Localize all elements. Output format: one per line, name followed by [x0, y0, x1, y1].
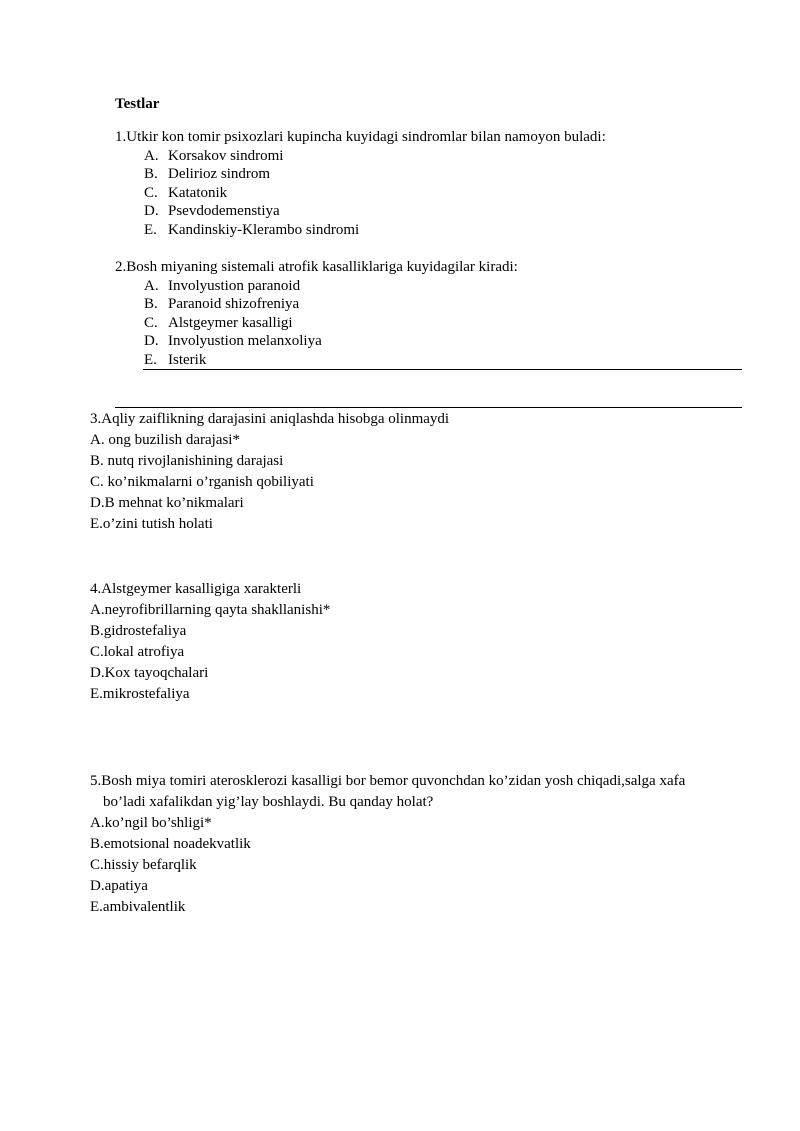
question-2-option-d: D. Involyustion melanxoliya [144, 333, 322, 349]
question-3-option-c: C. ko’nikmalarni o’rganish qobiliyati [90, 474, 314, 490]
question-5-option-e: E.ambivalentlik [90, 899, 186, 915]
question-5-option-c: C.hissiy befarqlik [90, 857, 197, 873]
question-3 [90, 409, 449, 535]
question-1-option-d: D. Psevdodemenstiya [144, 203, 280, 219]
question-4-option-b: B.gidrostefaliya [90, 623, 187, 639]
question-3-option-d: D.B mehnat ko’nikmalari [90, 495, 244, 511]
divider-line [143, 369, 742, 370]
document-title: Testlar [115, 96, 160, 112]
question-3-option-b: B. nutq rivojlanishining darajasi [90, 453, 284, 469]
question-3-option-a: A. ong buzilish darajasi* [90, 432, 240, 448]
question-3-text: 3.Aqliy zaiflikning darajasini aniqlashda hisobga olinmaydi [90, 411, 450, 427]
question-4 [90, 579, 330, 705]
question-1 [115, 128, 606, 239]
question-2-option-e: E. Isterik [144, 351, 207, 368]
question-2-option-c: C. Alstgeymer kasalligi [144, 314, 293, 331]
question-4-option-e: E.mikrostefaliya [90, 686, 190, 702]
question-2 [115, 258, 518, 369]
question-5-text-line-1: 5.Bosh miya tomiri aterosklerozi kasalligi bor bemor quvonchdan ko’zidan yosh chiqadi,salga xafa [90, 773, 686, 789]
question-1-option-a: A. Korsakov sindromi [144, 147, 284, 164]
question-1-text: 1.Utkir kon tomir psixozlari kupincha kuyidagi sindromlar bilan namoyon buladi: [115, 129, 606, 145]
question-4-option-a: A.neyrofibrillarning qayta shakllanishi* [90, 602, 331, 618]
question-3-option-e: E.o’zini tutish holati [90, 516, 213, 532]
question-5-option-a: A.ko’ngil bo’shligi* [90, 815, 212, 831]
question-2-option-b: B. Paranoid shizofreniya [144, 296, 300, 312]
question-5-text-line-2: bo’ladi xafalikdan yig’lay boshlaydi. Bu qanday holat? [103, 794, 434, 810]
question-2-option-a: A. Involyustion paranoid [144, 277, 301, 294]
question-1-option-b: B. Delirioz sindrom [144, 166, 271, 182]
divider-line [115, 407, 742, 408]
question-4-text: 4.Alstgeymer kasalligiga xarakterli [90, 581, 302, 597]
question-1-option-e: E. Kandinskiy-Klerambo sindromi [144, 221, 360, 238]
question-1-option-c: C. Katatonik [144, 184, 228, 201]
question-4-option-c: C.lokal atrofiya [90, 644, 185, 660]
question-4-option-d: D.Kox tayoqchalari [90, 665, 209, 681]
question-5 [90, 771, 750, 918]
question-5-option-b: B.emotsional noadekvatlik [90, 836, 251, 852]
question-5-option-d: D.apatiya [90, 878, 148, 894]
question-2-text: 2.Bosh miyaning sistemali atrofik kasalliklariga kuyidagilar kiradi: [115, 259, 518, 275]
